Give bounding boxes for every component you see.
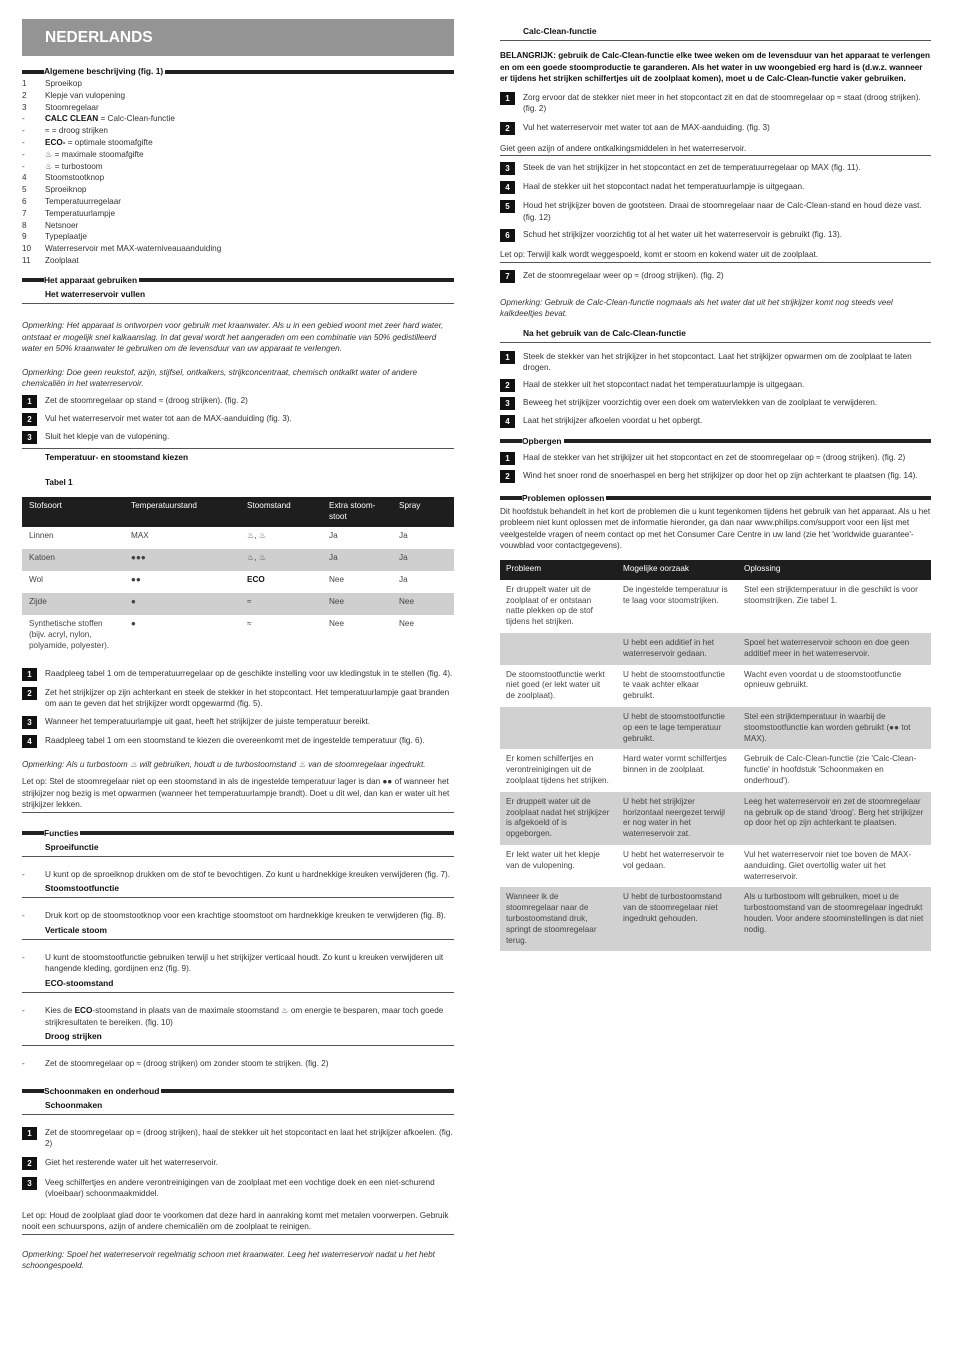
item-label: Temperatuurregelaar [45, 197, 122, 207]
table-cell: Linnen [29, 531, 54, 541]
step-text: Veeg schilfertjes en andere verontreinigingen van de zoolplaat met een vochtige doek en een niet-schurend (vloeibaar) schoonmaakmiddel. [45, 1177, 435, 1199]
step-text: Haal de stekker uit het stopcontact nadat het temperatuurlampje is uitgegaan. [523, 379, 805, 389]
subheading-dry: Droog strijken [22, 1031, 454, 1046]
item-number: 3 [22, 102, 27, 112]
step-number: 2 [22, 413, 37, 426]
step-text: Zet de stoomregelaar op ≈ (droog strijken), haal de stekker uit het stopcontact en laat het strijkijzer afkoelen. (fig. 2) [45, 1127, 453, 1149]
table-cell: ● [131, 619, 136, 629]
item-number: 11 [22, 256, 31, 266]
step-text: Haal de stekker uit het stopcontact nadat het temperatuurlampje is uitgegaan. [523, 182, 805, 192]
temperature-steps [22, 668, 454, 748]
table-cell: Nee [329, 575, 345, 585]
item-number: 7 [22, 208, 27, 218]
table-cell: Ja [399, 575, 408, 585]
step-item [500, 415, 931, 428]
subheading-fill-reservoir: Het waterreservoir vullen [22, 289, 454, 304]
table-cell: ● [124, 593, 240, 615]
step-item [500, 470, 931, 483]
step-text: Zet het strijkijzer op zijn achterkant en steek de stekker in het stopcontact. Het temperatuurlampje gaat branden om aan te geven dat het strijkijzer wordt opgewarmd (fig. 5). [45, 687, 450, 709]
step-item [500, 162, 931, 175]
step-text: Vul het waterreservoir met water tot aan de MAX-aanduiding (fig. 3). [45, 413, 292, 423]
troubleshooting-header-cell: Oplossing [738, 560, 931, 580]
subheading-after-calc-clean: Na het gebruik van de Calc-Clean-functie [500, 328, 931, 343]
step-item [22, 687, 454, 710]
calc-clean-steps-b [500, 162, 931, 242]
item-number: - [22, 126, 25, 136]
item-number: 1 [22, 79, 27, 89]
step-item [500, 351, 931, 374]
step-number: 4 [500, 181, 515, 194]
item-number: - [22, 114, 25, 124]
table-cell: Ja [322, 549, 392, 571]
troubleshooting-cell: Vul het waterreservoir niet toe boven de MAX-aanduiding. Giet overtollig water uit het waterreservoir. [744, 850, 912, 881]
step-text: Raadpleeg tabel 1 om de temperatuurregelaar op de geschikte instelling voor uw kledingstuk in te stellen (fig. 4). [45, 668, 453, 678]
step-text: Steek de stekker van het strijkijzer in het stopcontact. Laat het strijkijzer opwarmen om de zoolplaat te laten drogen. [523, 351, 912, 373]
step-number: 1 [500, 452, 515, 465]
section-header-functions: Functies [22, 828, 454, 839]
item-text [45, 161, 103, 173]
item-number: 5 [22, 185, 27, 195]
step-text: Giet het resterende water uit het waterreservoir. [45, 1157, 218, 1167]
step-item [500, 229, 931, 242]
table-header-cell: Extra stoom-stoot [322, 497, 392, 527]
item-number: 6 [22, 197, 27, 207]
step-item [22, 1177, 454, 1200]
description-item [22, 113, 454, 125]
description-item [22, 78, 454, 90]
troubleshooting-row [500, 665, 931, 707]
item-text [45, 113, 175, 125]
section-header-general-description: Algemene beschrijving (fig. 1) [22, 66, 454, 77]
troubleshooting-cell: U hebt de stoomstootfunctie op een te lage temperatuur gebruikt. [617, 707, 738, 749]
step-text: Zet de stoomregelaar op stand ≈ (droog strijken). (fig. 2) [45, 395, 248, 405]
description-item [22, 243, 454, 255]
troubleshooting-intro: Dit hoofdstuk behandelt in het kort de problemen die u kunt tegenkomen tijdens het gebruik van het apparaat. Als u het probleem niet kunt oplossen met de informatie hieronder, ga dan naar www.philips.com/support voor een lijst met veelgestelde vragen of neem contact op met het Consumer Care Centre in uw land (zie het 'worldwide guarantee'-vouwblad voor contactgegevens). [500, 506, 931, 551]
step-item [500, 122, 931, 135]
note-tap-water: Opmerking: Het apparaat is ontworpen voor gebruik met kraanwater. Als u in een gebied woont met zeer hard water, ontstaat er mogelijk snel kalkaanslag. In dat geval wordt het aangeraden om een combinatie van 50% gedistilleerd water en 50% kraanwater te gebruiken om de levensduur van uw apparaat te verlengen. [22, 321, 444, 354]
troubleshooting-cell: Er komen schilfertjes en verontreinigingen uit de zoolplaat tijdens het strijken. [506, 754, 609, 786]
section-header-using: Het apparaat gebruiken [22, 275, 454, 286]
step-number: 1 [500, 92, 515, 105]
step-item [22, 716, 454, 729]
step-text: Schud het strijkijzer voorzichtig tot al het water uit het waterreservoir is gebruikt (fig. 13). [523, 230, 842, 240]
dry-description: - Zet de stoomregelaar op ≈ (droog strijken) om zonder stoom te strijken. (fig. 2) [22, 1059, 329, 1069]
table-cell: ECO [247, 575, 265, 585]
item-text [45, 137, 153, 149]
troubleshooting-cell: Er druppelt water uit de zoolplaat nadat het strijkijzer is afgekoeld of is opgeborgen. [500, 792, 617, 845]
table-cell: ≈ [247, 619, 252, 629]
step-text: Raadpleeg tabel 1 om een stoomstand te kiezen die overeenkomt met de ingestelde temperatuur (fig. 6). [45, 735, 425, 745]
step-item [500, 397, 931, 410]
step-number: 5 [500, 200, 515, 213]
item-label: Sproeikop [45, 79, 82, 89]
step-number: 1 [22, 1127, 37, 1140]
description-item [22, 196, 454, 208]
description-item [22, 149, 454, 161]
item-text [45, 208, 115, 220]
step-number: 1 [22, 395, 37, 408]
settings-table [22, 497, 454, 655]
note-turbo: Opmerking: Als u turbostoom ♨ wilt gebruiken, houdt u de turbostoomstand ♨ van de stoomregelaar ingedrukt. [22, 759, 426, 769]
troubleshooting-cell: Wacht even voordat u de stoomstootfunctie opnieuw gebruikt. [744, 669, 902, 690]
step-number: 3 [22, 716, 37, 729]
troubleshooting-cell [500, 707, 617, 749]
important-notice: BELANGRIJK: gebruik de Calc-Clean-functie elke twee weken om de levensduur van het apparaat te verlengen en om een goede stoomproductie te garanderen. Als het water in uw woongebied erg hard is (d.w.z. wanneer er tijdens het strijken schilfertjes uit de zoolplaat komen), moet u de Calc-Clean-functie vaker gebruiken. [500, 51, 930, 84]
troubleshooting-cell: U hebt een additief in het waterreservoir gedaan. [617, 633, 738, 665]
item-label: Stoomregelaar [45, 102, 99, 112]
troubleshooting-cell: Stel een strijktemperatuur in die geschikt is voor stoomstrijken. Zie tabel 1. [744, 584, 918, 605]
item-label: ♨ = turbostoom [45, 161, 103, 171]
table-cell: MAX [131, 531, 149, 541]
description-item [22, 137, 454, 149]
step-item [500, 92, 931, 115]
step-7: 7 Zet de stoomregelaar weer op ≈ (droog strijken). (fig. 2) [500, 270, 931, 283]
step-number: 2 [22, 1157, 37, 1170]
warning-steam-temperature: Let op: Stel de stoomregelaar niet op een stoomstand in als de ingestelde temperatuur lager is dan ●● of wanneer het strijkijzer nog bezig is met opwarmen (wanneer het temperatuurlampje brandt). Doet u dit wel, dan kan er water uit het strijkijzer lekken. [22, 776, 454, 813]
description-item [22, 231, 454, 243]
item-text [45, 196, 121, 208]
table-cell: Zijde [22, 593, 124, 615]
table-row [22, 593, 454, 615]
troubleshooting-row [500, 792, 931, 845]
step-number: 3 [500, 162, 515, 175]
step-text: Beweeg het strijkijzer voorzichtig over een doek om watervlekken van de zoolplaat te verwijderen. [523, 397, 878, 407]
table-header-row [22, 497, 454, 527]
table-cell: ≈ [240, 593, 322, 615]
right-column [500, 23, 931, 951]
item-text [45, 149, 144, 161]
troubleshooting-row [500, 707, 931, 749]
step-text: Wanneer het temperatuurlampje uit gaat, heeft het strijkijzer de juiste temperatuur bereikt. [45, 716, 371, 726]
left-column [22, 19, 454, 1272]
item-text [45, 184, 86, 196]
item-text [45, 78, 82, 90]
troubleshooting-cell: Wanneer ik de stoomregelaar naar de turbostoomstand druk, springt de stoomregelaar terug. [500, 887, 617, 951]
item-text [45, 231, 87, 243]
item-label: ≈ = droog strijken [45, 126, 108, 136]
subheading-shot: Stoomstootfunctie [22, 883, 454, 898]
item-bold-label: ECO- [45, 138, 66, 148]
description-item [22, 161, 454, 173]
item-text [45, 125, 108, 137]
table-header-cell: Stoomstand [240, 497, 322, 527]
table-cell: ♨, ♨ [240, 549, 322, 571]
item-text [45, 172, 104, 184]
troubleshooting-cell: U hebt het waterreservoir te vol gedaan. [623, 850, 725, 870]
table-cell: Katoen [22, 549, 124, 571]
shot-description: - Druk kort op de stoomstootknop voor een krachtige stoomstoot om hardnekkige kreuken te verwijderen (fig. 8). [22, 911, 446, 921]
troubleshooting-row [500, 633, 931, 665]
troubleshooting-cell: U hebt het strijkijzer horizontaal neergezet terwijl er nog water in het waterreservoir zat. [617, 792, 738, 845]
step-number: 1 [22, 668, 37, 681]
table-title: Tabel 1 [45, 477, 73, 487]
subheading-temperature: Temperatuur- en stoomstand kiezen [22, 448, 454, 466]
step-number: 4 [500, 415, 515, 428]
item-label: Stoomstootknop [45, 173, 105, 183]
step-item [500, 379, 931, 392]
troubleshooting-row [500, 580, 931, 633]
troubleshooting-cell: Als u turbostoom wilt gebruiken, moet u de turbostoomstand van de stoomregelaar ingedrukt houden. Voor andere stoominstellingen is dat niet nodig. [738, 887, 931, 951]
step-number: 4 [22, 735, 37, 748]
step-text: Zorg ervoor dat de stekker niet meer in het stopcontact zit en dat de stoomregelaar op ≈ staat (droog strijken). (fig. 2) [523, 92, 921, 114]
step-text: Sluit het klepje van de vulopening. [45, 431, 170, 441]
step-item [22, 1157, 454, 1170]
step-number: 2 [500, 379, 515, 392]
step-number: 2 [500, 470, 515, 483]
section-header-storage: Opbergen [500, 436, 931, 447]
calc-clean-steps-a [500, 92, 931, 135]
warning-no-vinegar: Giet geen azijn of andere ontkalkingsmiddelen in het waterreservoir. [500, 143, 931, 157]
table-cell: ●● [131, 575, 141, 585]
step-item [22, 1127, 454, 1150]
step-number: 1 [500, 351, 515, 364]
cleaning-steps [22, 1127, 454, 1200]
table-cell: Nee [392, 593, 454, 615]
step-text: Laat het strijkijzer afkoelen voordat u het opbergt. [523, 415, 703, 425]
item-label: Typeplaatje [45, 232, 87, 242]
warning-soleplate: Let op: Houd de zoolplaat glad door te voorkomen dat deze hard in aanraking komt met metalen voorwerpen. Gebruik nooit een schuurspons, azijn of andere chemicaliën om de zoolplaat te reinigen. [22, 1210, 454, 1235]
description-item [22, 125, 454, 137]
table-cell: Ja [399, 531, 408, 541]
item-number: - [22, 161, 25, 171]
step-item [500, 452, 931, 465]
troubleshooting-header-cell: Mogelijke oorzaak [617, 560, 738, 580]
description-item [22, 255, 454, 267]
troubleshooting-cell: Gebruik de Calc-Clean-functie (zie 'Calc-Clean-functie' in hoofdstuk 'Schoonmaken en onderhoud'). [744, 754, 917, 786]
table-cell: ●●● [124, 549, 240, 571]
vertical-description: - U kunt de stoomstootfunctie gebruiken terwijl u het strijkijzer verticaal houdt. Zo kunt u kreuken verwijderen uit hangende kleding, gordijnen enz (fig. 9). [22, 952, 444, 974]
description-list [22, 78, 454, 267]
table-header-cell: Temperatuurstand [124, 497, 240, 527]
description-item [22, 208, 454, 220]
troubleshooting-header-cell: Probleem [500, 560, 617, 580]
step-number: 2 [500, 122, 515, 135]
section-header-cleaning: Schoonmaken en onderhoud [22, 1086, 454, 1097]
table-row [22, 549, 454, 571]
step-text: Houd het strijkijzer boven de gootsteen. Draai de stoomregelaar naar de Calc-Clean-stand en houd deze vast. (fig. 12) [523, 201, 922, 222]
subheading-spray: Sproeifunctie [22, 842, 454, 857]
description-item [22, 184, 454, 196]
troubleshooting-cell [500, 633, 617, 665]
description-item [22, 220, 454, 232]
item-number: - [22, 149, 25, 159]
table-header-cell: Spray [392, 497, 454, 527]
description-item [22, 102, 454, 114]
troubleshooting-row [500, 845, 931, 887]
table-cell: Wol [29, 575, 43, 585]
item-number: 4 [22, 173, 27, 183]
troubleshooting-cell: U hebt de turbostoomstand van de stoomregelaar niet ingedrukt gehouden. [617, 887, 738, 951]
table-cell: Ja [329, 531, 338, 541]
language-banner: NEDERLANDS [22, 19, 454, 56]
step-item [500, 200, 931, 223]
item-label: Waterreservoir met MAX-waterniveauaanduiding [45, 244, 222, 254]
after-calc-clean-steps [500, 351, 931, 428]
note-no-perfume: Opmerking: Doe geen reukstof, azijn, stijfsel, ontkalkers, strijkconcentraat, chemisch ontkalkt water of andere chemicaliën in het waterreservoir. [22, 367, 417, 389]
step-item [22, 431, 454, 444]
step-item [22, 668, 454, 681]
troubleshooting-row [500, 887, 931, 951]
troubleshooting-cell: Er lekt water uit het klepje van de vulopening. [506, 850, 600, 870]
section-header-troubleshooting: Problemen oplossen [500, 493, 931, 504]
item-text [45, 255, 79, 267]
item-label: Klepje van vulopening [45, 90, 126, 100]
troubleshooting-cell: Leeg het waterreservoir en zet de stoomregelaar na gebruik op de stand 'droog'. Berg het strijkijzer op door het op zijn achterkant te plaatsen. [738, 792, 931, 845]
item-text [45, 220, 78, 232]
table-row [22, 571, 454, 593]
step-item [22, 395, 454, 408]
note-rinse: Opmerking: Spoel het waterreservoir regelmatig schoon met kraanwater. Leeg het waterreservoir nadat u het hebt schoongespoeld. [22, 1249, 435, 1271]
fill-steps [22, 395, 454, 444]
table-header-cell: Stofsoort [22, 497, 124, 527]
step-number: 2 [22, 687, 37, 700]
troubleshooting-cell: De ingestelde temperatuur is te laag voor stoomstrijken. [623, 584, 728, 605]
item-text [45, 90, 125, 102]
troubleshooting-header-row [500, 560, 931, 580]
item-number: - [22, 138, 25, 148]
step-number: 3 [500, 397, 515, 410]
table-cell: Nee [329, 619, 345, 629]
troubleshooting-row [500, 749, 931, 791]
subheading-vertical: Verticale stoom [22, 925, 454, 940]
troubleshooting-cell: Er druppelt water uit de zoolplaat of er ontstaan natte plekken op de stof tijdens het strijken. [506, 584, 593, 627]
eco-description: - Kies de ECO-stoomstand in plaats van de maximale stoomstand ♨ om energie te besparen, maar toch goede strijkresultaten te bereiken. (fig. 10) [22, 1006, 444, 1027]
step-text: Steek de van het strijkijzer in het stopcontact en zet de temperatuurregelaar op MAX (fig. 11). [523, 163, 861, 173]
subheading-cleaning: Schoonmaken [22, 1100, 454, 1115]
table-cell: ♨, ♨ [247, 531, 267, 541]
item-bold-label: CALC CLEAN [45, 114, 99, 124]
item-number: 8 [22, 220, 27, 230]
subheading-calc-clean: Calc-Clean-functie [500, 26, 931, 41]
step-number: 6 [500, 229, 515, 242]
table-cell: Nee [399, 619, 415, 629]
item-number: 9 [22, 232, 27, 242]
item-label: Zoolplaat [45, 256, 79, 266]
step-item [22, 413, 454, 426]
step-item [500, 181, 931, 194]
item-number: 2 [22, 90, 27, 100]
step-number: 3 [22, 431, 37, 444]
item-text [45, 243, 221, 255]
step-number: 3 [22, 1177, 37, 1190]
item-label: Netsnoer [45, 220, 79, 230]
item-text [45, 102, 99, 114]
item-label: = optimale stoomafgifte [65, 138, 153, 148]
subheading-eco: ECO-stoomstand [22, 978, 454, 993]
item-label: = Calc-Clean-functie [98, 114, 175, 124]
step-text: Vul het waterreservoir met water tot aan de MAX-aanduiding. (fig. 3) [523, 122, 770, 132]
note-repeat-calc-clean: Opmerking: Gebruik de Calc-Clean-functie nogmaals als het water dat uit het strijkijzer komt nog steeds veel kalkdeeltjes bevat. [500, 297, 893, 319]
step-text: Wind het snoer rond de snoerhaspel en berg het strijkijzer op door het op zijn achterkant te plaatsen (fig. 14). [523, 470, 918, 480]
description-item [22, 90, 454, 102]
warning-boiling-water: Let op: Terwijl kalk wordt weggespoeld, komt er stoom en kokend water uit de zoolplaat. [500, 249, 931, 263]
table-row [22, 615, 454, 655]
table-cell: Ja [392, 549, 454, 571]
troubleshooting-cell: Spoel het waterreservoir schoon en doe geen additief meer in het waterreservoir. [738, 633, 931, 665]
table-cell: Synthetische stoffen (bijv. acryl, nylon, polyamide, polyester). [29, 619, 110, 650]
table-row [22, 527, 454, 549]
description-item [22, 172, 454, 184]
storage-steps [500, 452, 931, 483]
spray-description: - U kunt op de sproeiknop drukken om de stof te bevochtigen. Zo kunt u hardnekkige kreuken verwijderen (fig. 7). [22, 869, 451, 879]
troubleshooting-cell: Stel een strijktemperatuur in waarbij de stoomstootfunctie kan worden gebruikt (●● tot MAX). [738, 707, 931, 749]
troubleshooting-cell: Hard water vormt schilfertjes binnen in de zoolplaat. [623, 754, 727, 775]
item-label: Temperatuurlampje [45, 208, 116, 218]
step-text: Haal de stekker van het strijkijzer uit het stopcontact en zet de stoomregelaar op ≈ (droog strijken). (fig. 2) [523, 452, 906, 462]
step-item [22, 735, 454, 748]
troubleshooting-table [500, 560, 931, 952]
troubleshooting-cell: De stoomstootfunctie werkt niet goed (er lekt water uit de zoolplaat). [506, 669, 605, 701]
troubleshooting-cell: U hebt de stoomstootfunctie te vaak achter elkaar gebruikt. [623, 669, 725, 701]
item-number: 10 [22, 244, 32, 254]
item-label: Sproeiknop [45, 185, 87, 195]
item-label: ♨ = maximale stoomafgifte [45, 149, 144, 159]
table-cell: Nee [322, 593, 392, 615]
